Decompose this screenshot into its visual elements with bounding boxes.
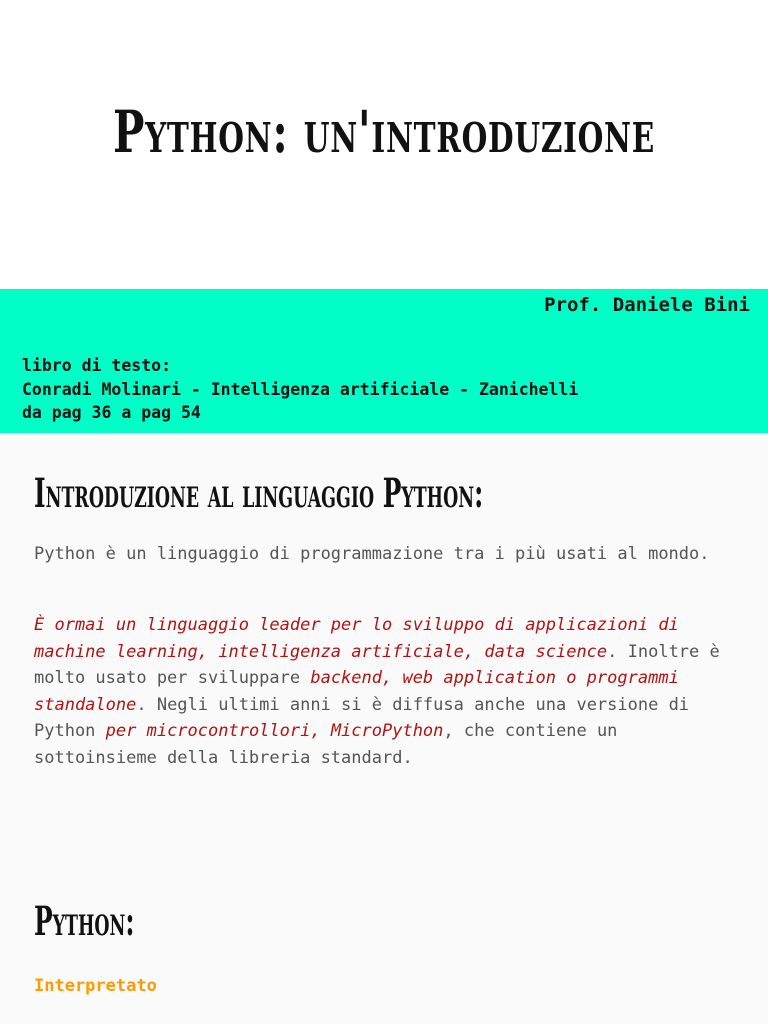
page-title: Python: un'introduzione xyxy=(113,98,655,166)
text-segment: , che contiene un sottoinsieme della libreria standard. xyxy=(34,721,618,768)
highlight-micropython: per microcontrollori, MicroPython xyxy=(105,721,444,741)
text-segment: . Inoltre è molto usato per sviluppare xyxy=(34,641,720,688)
section-heading-intro: Introduzione al linguaggio Python: xyxy=(34,470,484,517)
textbook-pages: da pag 36 a pag 54 xyxy=(22,403,201,422)
description-paragraph xyxy=(34,612,734,771)
textbook-label: libro di testo: xyxy=(22,356,172,375)
text-segment: . Negli ultimi anni si è diffusa anche una versione di Python xyxy=(34,694,690,741)
textbook-title: Conradi Molinari - Intelligenza artificiale - Zanichelli xyxy=(22,379,579,399)
highlight-ml: È ormai un linguaggio leader per lo sviluppo di applicazioni di machine learning, intelligenza artificiale, data science xyxy=(34,615,679,662)
author-name: Prof. Daniele Bini xyxy=(544,294,750,316)
highlight-backend: backend, web application o programmi standalone xyxy=(34,668,679,715)
section-heading-python: Python: xyxy=(34,898,135,945)
feature-interpreted: Interpretato xyxy=(34,976,157,996)
intro-paragraph: Python è un linguaggio di programmazione tra i più usati al mondo. xyxy=(34,544,710,564)
textbook-reference xyxy=(22,354,578,425)
